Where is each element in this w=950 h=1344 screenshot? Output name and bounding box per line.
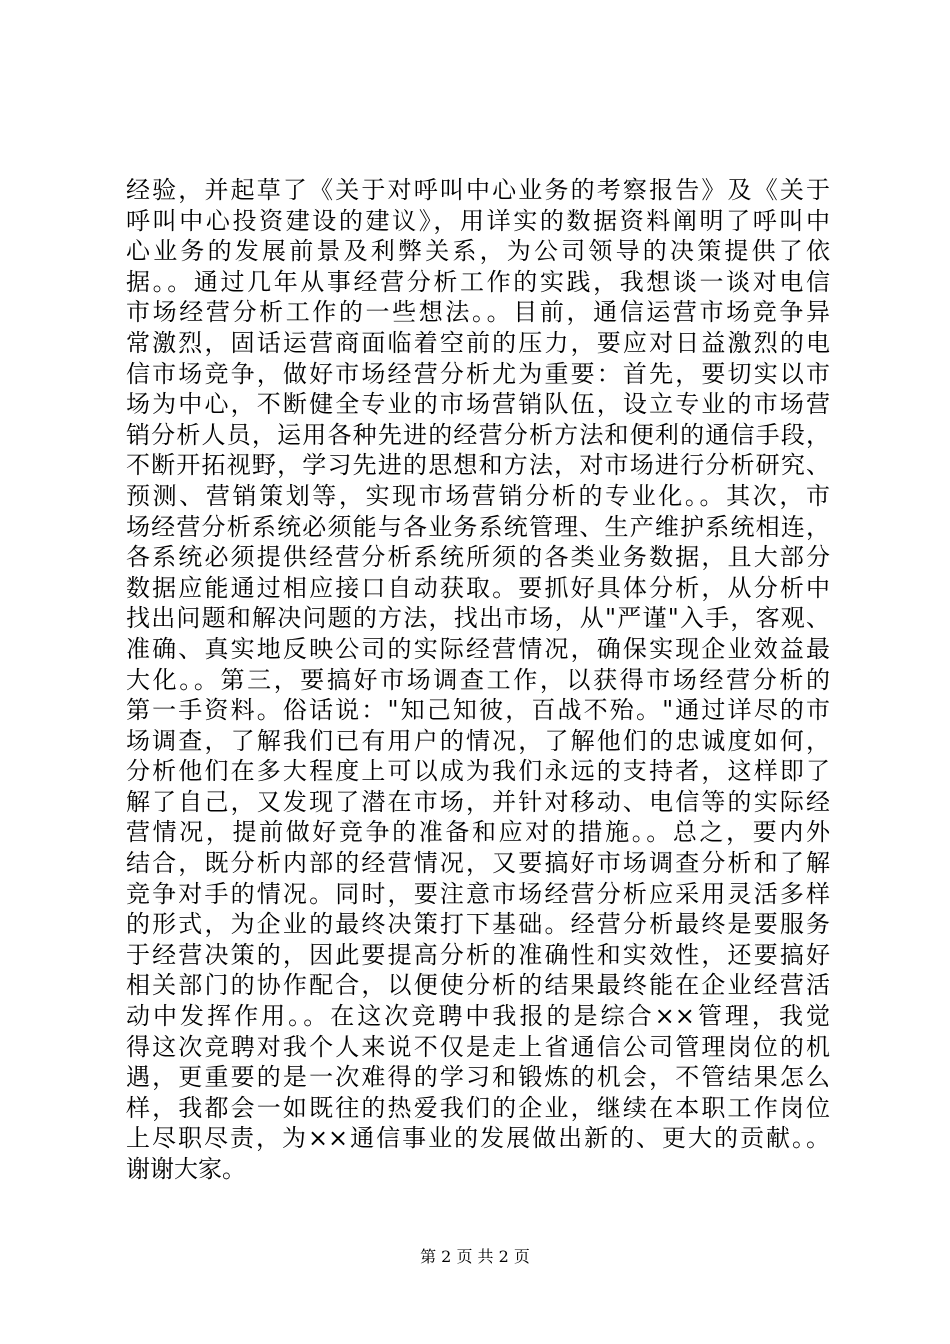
- text-line: 预测、营销策划等，实现市场营销分析的专业化。。其次，市: [126, 481, 830, 510]
- text-line: 找出问题和解决问题的方法，找出市场，从"严谨"入手，客观、: [126, 604, 830, 633]
- text-line: 准确、真实地反映公司的实际经营情况，确保实现企业效益最: [126, 634, 830, 663]
- page-footer: [0, 1244, 950, 1267]
- text-line: 遇，更重要的是一次难得的学习和锻炼的机会，不管结果怎么: [126, 1063, 830, 1092]
- text-line: 信市场竞争，做好市场经营分析尤为重要：首先，要切实以市: [126, 359, 830, 388]
- text-line: 市场经营分析工作的一些想法。。目前，通信运营市场竞争异: [126, 298, 830, 327]
- text-line: 各系统必须提供经营分析系统所须的各类业务数据，且大部分: [126, 543, 830, 572]
- text-line: 于经营决策的，因此要提高分析的准确性和实效性，还要搞好: [126, 940, 830, 969]
- text-line: 心业务的发展前景及利弊关系，为公司领导的决策提供了依: [126, 237, 830, 266]
- text-line: 经验，并起草了《关于对呼叫中心业务的考察报告》及《关于: [126, 176, 830, 204]
- text-line: 常激烈，固话运营商面临着空前的压力，要应对日益激烈的电: [126, 328, 830, 357]
- text-line: 场为中心，不断健全专业的市场营销队伍，设立专业的市场营: [126, 390, 830, 419]
- text-line: 场调查，了解我们已有用户的情况，了解他们的忠诚度如何，: [126, 726, 830, 755]
- text-line: 竞争对手的情况。同时，要注意市场经营分析应采用灵活多样: [126, 879, 830, 908]
- text-line: 呼叫中心投资建设的建议》，用详实的数据资料阐明了呼叫中: [126, 206, 830, 235]
- text-line: 销分析人员，运用各种先进的经营分析方法和便利的通信手段，: [126, 420, 830, 449]
- text-line: 营情况，提前做好竞争的准备和应对的措施。。总之，要内外: [126, 818, 830, 847]
- text-line: 样，我都会一如既往的热爱我们的企业，继续在本职工作岗位: [126, 1093, 830, 1122]
- document-body: [126, 175, 830, 1185]
- page-number-label: 第 2 页 共 2 页: [420, 1247, 530, 1266]
- text-line: 结合，既分析内部的经营情况，又要搞好市场调查分析和了解: [126, 849, 830, 878]
- text-line: 上尽职尽责，为××通信事业的发展做出新的、更大的贡献。。: [126, 1124, 830, 1153]
- text-line: 大化。。第三，要搞好市场调查工作，以获得市场经营分析的: [126, 665, 830, 694]
- text-line: 分析他们在多大程度上可以成为我们永远的支持者，这样即了: [126, 757, 830, 786]
- text-line: 数据应能通过相应接口自动获取。要抓好具体分析，从分析中: [126, 573, 830, 602]
- text-line: 谢谢大家。: [126, 1155, 246, 1183]
- text-line: 得这次竞聘对我个人来说不仅是走上省通信公司管理岗位的机: [126, 1032, 830, 1061]
- text-line: 据。。通过几年从事经营分析工作的实践，我想谈一谈对电信: [126, 267, 830, 296]
- text-line: 不断开拓视野，学习先进的思想和方法，对市场进行分析研究、: [126, 451, 830, 480]
- text-line: 动中发挥作用。。在这次竞聘中我报的是综合××管理，我觉: [126, 1002, 830, 1031]
- text-line: 第一手资料。俗话说："知己知彼，百战不殆。"通过详尽的市: [126, 696, 830, 725]
- text-line: 相关部门的协作配合，以便使分析的结果最终能在企业经营活: [126, 971, 830, 1000]
- text-line: 解了自己，又发现了潜在市场，并针对移动、电信等的实际经: [126, 787, 830, 816]
- text-line: 的形式，为企业的最终决策打下基础。经营分析最终是要服务: [126, 910, 830, 939]
- text-line: 场经营分析系统必须能与各业务系统管理、生产维护系统相连，: [126, 512, 830, 541]
